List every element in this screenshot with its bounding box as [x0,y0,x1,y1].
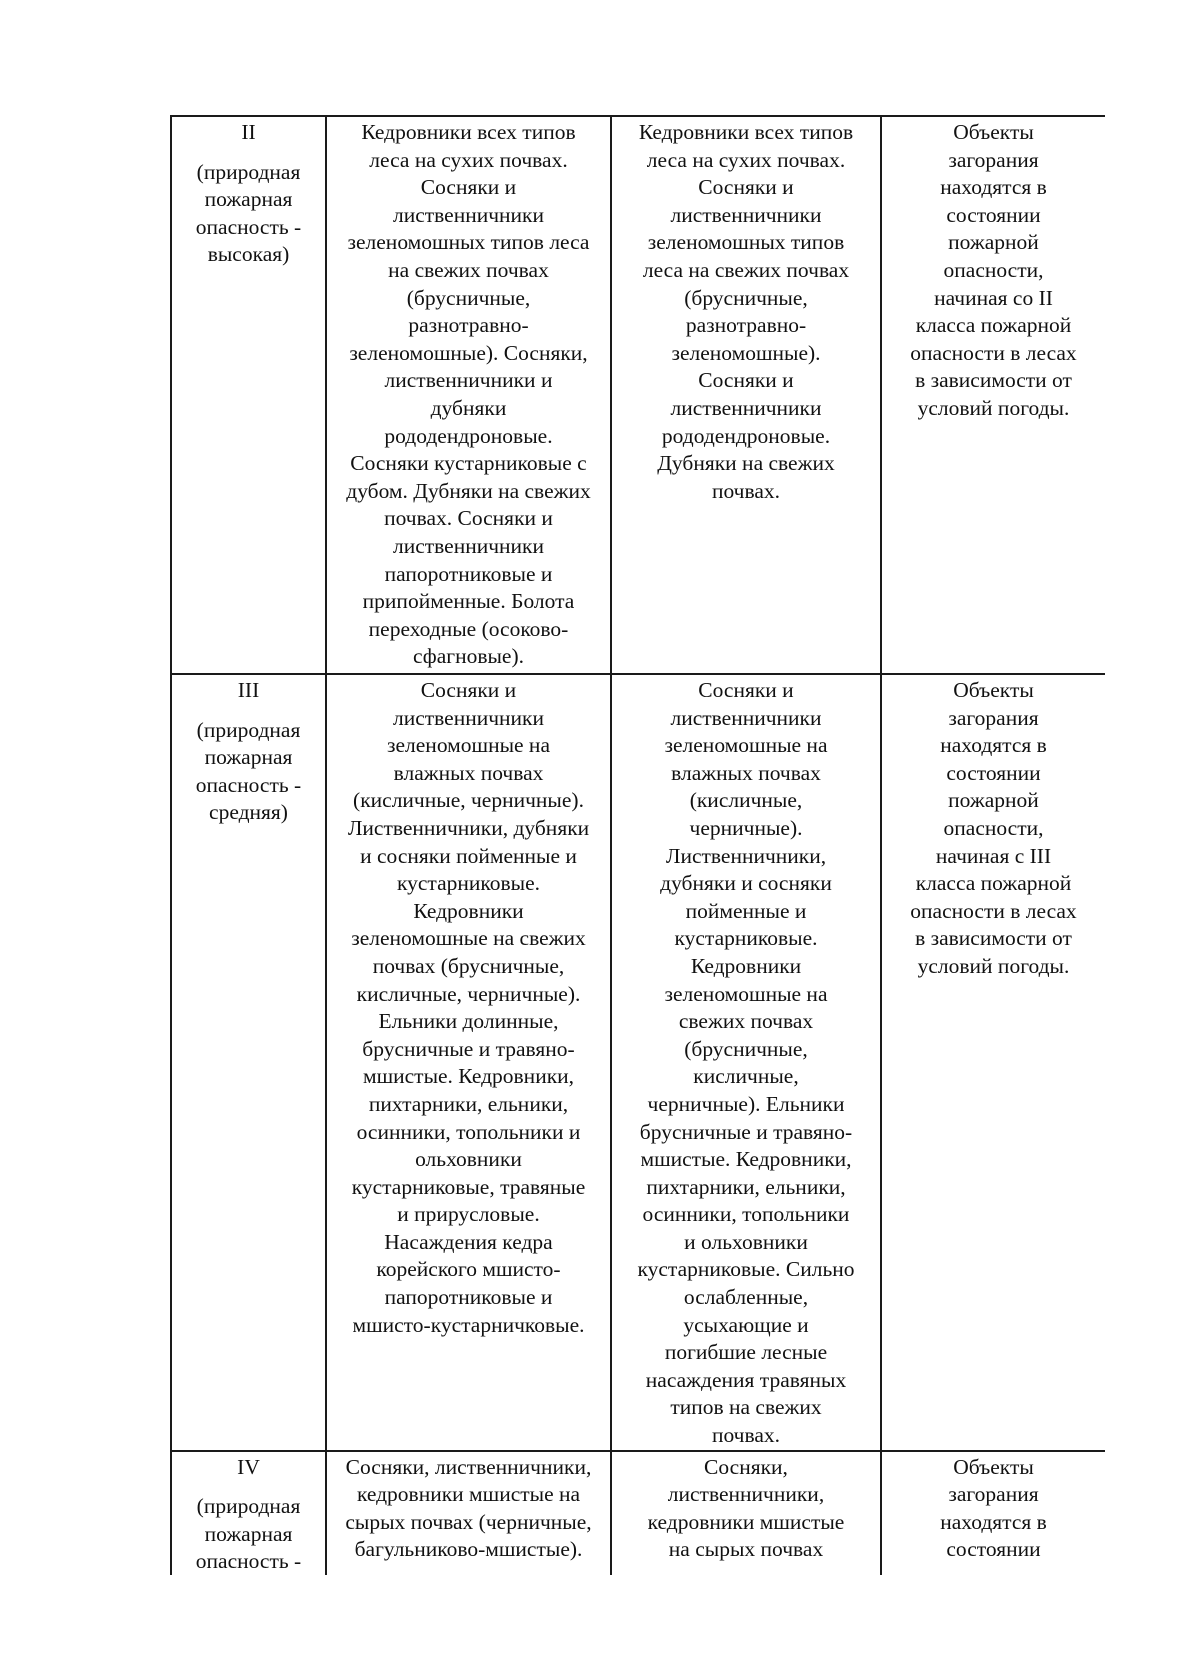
text-line: в зависимости от [915,368,1072,393]
document-page [170,115,1105,1575]
text-line: пожарной [948,788,1039,813]
table-row [171,674,1105,1451]
text-line: дубом. Дубняки на свежих [346,478,591,503]
forest-areas-cell [611,116,881,674]
text-line: Сосняки, лиственничники, [345,1454,592,1479]
text-line: условий погоды. [917,953,1070,978]
text-line: пожарная [204,187,293,212]
text-line: Сосняки кустарниковые с [350,451,587,476]
text-line: кисличные, [693,1064,799,1089]
text-line: (природная [196,1494,301,1519]
text-line: Кедровники [690,953,802,978]
text-line: в зависимости от [915,926,1072,951]
text-line: Кедровники всех типов [638,120,854,144]
text-line: лиственничники [392,533,545,558]
text-line: опасности, [943,815,1044,840]
text-line: ослабленные, [683,1285,809,1310]
text-line: кустарниковые. Сильно [637,1257,855,1282]
text-line: насаждения травяных [645,1367,847,1392]
forest-areas-cell [611,674,881,1451]
text-line: находятся в [940,733,1047,758]
forest-types-cell [326,1451,611,1575]
text-line: осинники, топольники [642,1202,850,1227]
text-line: сырых почвах (черничные, [345,1509,592,1534]
text-line: и сосняки пойменные и [360,843,577,868]
fire-danger-table [170,115,1105,1575]
text-line: (кисличные, черничные). [353,788,584,813]
text-line: Лиственничники, [665,843,827,868]
text-line: осинники, топольники и [356,1119,581,1144]
text-line: брусничные и травяно- [639,1119,853,1144]
fire-objects-cell [881,674,1105,1451]
text-line: лиственничники и [384,368,553,393]
text-line: состоянии [946,202,1041,227]
text-line: папоротниковые и [384,561,553,586]
text-line: ольховники [415,1147,522,1172]
text-line: зеленомошные). Сосняки, [349,340,588,365]
forest-types-cell [326,116,611,674]
text-line: почвах (брусничные, [372,953,565,978]
text-line: влажных почвах [671,760,821,785]
text-line: кедровники мшистые на [356,1482,581,1507]
class-number: III [237,678,260,702]
text-line: припойменные. Болота [362,589,575,614]
class-number: II [241,120,256,144]
class-cell [171,116,326,674]
class-cell [171,1451,326,1575]
text-line: опасность - [195,772,302,797]
text-line: кустарниковые, травяные [351,1174,586,1199]
text-line: Сосняки, [704,1454,788,1479]
forest-types-cell [326,674,611,1451]
text-line: высокая) [207,242,290,267]
text-line: усыхающие и [683,1312,809,1337]
text-line: Сосняки и [420,678,517,702]
text-line: переходные (осоково- [368,616,569,641]
text-line: Ельники долинные, [378,1009,559,1034]
text-line: зеленомошные на [664,733,828,758]
text-line: лиственничники, [667,1482,825,1507]
text-line: зеленомошных типов леса [347,230,590,255]
text-line: состоянии [946,760,1041,785]
class-cell [171,674,326,1451]
text-line: кустарниковые. [396,871,540,896]
text-line: багульниково-мшистые). [354,1537,583,1562]
text-line: и прирусловые. [397,1202,540,1227]
text-line: (брусничные, [684,285,808,310]
text-line: почвах. Сосняки и [384,506,553,531]
text-line: опасности в лесах [910,898,1077,923]
text-line: начиная со II [934,285,1053,310]
text-line: Лиственничники, дубняки [347,815,590,840]
text-line: Сосняки и [698,678,794,702]
text-line: загорания [948,1482,1039,1507]
text-line: загорания [948,147,1039,172]
text-line: и ольховники [684,1229,808,1254]
text-line: начиная с III [935,843,1052,868]
text-line: папоротниковые и [384,1285,553,1310]
text-line: зеленомошные на [664,981,828,1006]
text-line: условий погоды. [917,395,1070,420]
text-line: находятся в [940,175,1047,200]
text-line: пойменные и [685,898,807,923]
text-line: Объекты [953,120,1034,144]
fire-objects-cell [881,1451,1105,1575]
text-line: корейского мшисто- [376,1257,561,1282]
text-line: лиственничники [392,202,545,227]
text-line: находятся в [940,1509,1047,1534]
text-line: лиственничники [670,202,822,227]
class-number: IV [237,1454,260,1479]
text-line: опасность - [195,1549,302,1574]
text-line: черничные). Ельники [647,1091,845,1116]
text-line: зеленомошные на свежих [351,926,586,951]
text-line: леса на сухих почвах. [369,147,568,172]
text-line: брусничные и травяно- [362,1036,575,1061]
text-line: на сырых почвах [668,1537,824,1562]
text-line: (кисличные, [689,788,803,813]
text-line: пожарная [204,745,293,770]
text-line: (природная [196,159,301,184]
text-line: Насаждения кедра [384,1229,553,1254]
text-line: рододендроновые. [661,423,831,448]
text-line: зеленомошных типов [647,230,845,255]
text-line: зеленомошные на [387,733,550,758]
text-line: леса на свежих почвах [642,257,850,282]
text-line: (природная [196,717,301,742]
text-line: разнотравно- [408,313,529,338]
text-line: класса пожарной [915,313,1072,338]
text-line: Дубняки на свежих [657,451,835,476]
class-description [176,159,321,269]
table-body [171,116,1105,1575]
forest-areas-cell [611,1451,881,1575]
text-line: Сосняки и [420,175,517,200]
table-row [171,1451,1105,1575]
text-line: Кедровники [413,898,524,923]
text-line: кустарниковые. [674,926,818,951]
text-line: почвах. [711,1423,781,1448]
text-line: состоянии [946,1537,1041,1562]
text-line: (брусничные, [406,285,531,310]
text-line: дубняки [430,395,507,420]
text-line: дубняки и сосняки [660,871,832,896]
text-line: влажных почвах [393,760,544,785]
class-description [176,1493,321,1575]
text-line: пожарной [948,230,1039,255]
text-line: мшистые. Кедровники, [362,1064,575,1089]
text-line: рододендроновые. [384,423,553,448]
text-line: мшисто-кустарничковые. [352,1312,585,1337]
text-line: Объекты [953,678,1034,702]
text-line: (брусничные, [684,1036,808,1061]
text-line: Кедровники всех типов [361,120,576,144]
text-line: пихтарники, ельники, [368,1091,569,1116]
text-line: средняя) [209,800,288,825]
fire-objects-cell [881,116,1105,674]
text-line: опасности, [943,257,1044,282]
text-line: сфагновые). [412,644,525,669]
text-line: почвах. [711,478,781,503]
text-line: Сосняки и [698,368,794,393]
text-line: черничные). [689,815,803,840]
text-line: загорания [948,705,1039,730]
text-line: свежих почвах [678,1009,814,1034]
text-line: Сосняки и [698,175,794,200]
text-line: опасность - [195,214,302,239]
text-line: Объекты [953,1454,1034,1479]
class-description [176,717,321,827]
text-line: лиственничники [670,395,822,420]
text-line: зеленомошные). [671,340,821,365]
text-line: типов на свежих [670,1395,822,1420]
text-line: леса на сухих почвах. [646,147,846,172]
text-line: пихтарники, ельники, [646,1174,846,1199]
text-line: кедровники мшистые [647,1509,845,1534]
text-line: лиственничники [670,705,822,730]
text-line: мшистые. Кедровники, [640,1147,852,1172]
text-line: лиственничники [392,705,545,730]
text-line: класса пожарной [915,871,1072,896]
text-line: разнотравно- [685,313,807,338]
text-line: погибшие лесные [664,1340,828,1365]
table-row [171,116,1105,674]
text-line: кисличные, черничные). [356,981,581,1006]
text-line: опасности в лесах [910,340,1077,365]
text-line: пожарная [204,1521,293,1546]
text-line: на свежих почвах [388,257,549,282]
